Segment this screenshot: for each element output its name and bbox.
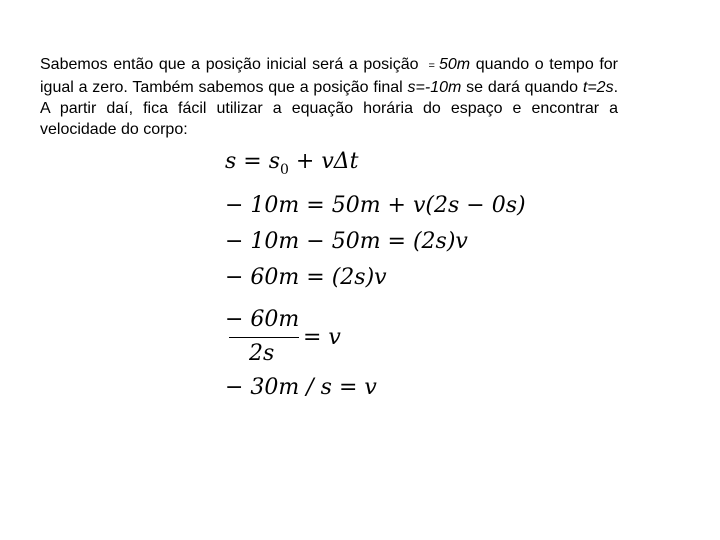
equation-line-4: − 60m = (2s)v — [225, 265, 387, 290]
equation-1-part-b: + vΔt — [288, 149, 359, 174]
paragraph-text-1: Sabemos então que a posição inicial será a posição — [40, 56, 419, 73]
fraction-bar — [229, 337, 299, 338]
fraction-right-side: = v — [303, 325, 341, 350]
equals-sign-small: = — [428, 60, 435, 72]
fraction-denominator: 2s — [249, 341, 275, 366]
paragraph-text-4: . A partir daí, fica fácil utilizar a equação horária do espaço e encontrar a velocidade do corpo: — [40, 79, 619, 138]
equation-1-subscript: 0 — [280, 162, 289, 178]
equation-block — [225, 148, 545, 408]
equation-line-3: − 10m − 50m = (2s)v — [225, 229, 468, 254]
equation-1-part-a: s = s — [225, 149, 280, 174]
initial-position-value: 50m — [438, 56, 471, 73]
fraction-numerator: − 60m — [225, 307, 300, 332]
equation-line-1 — [225, 148, 359, 184]
equation-line-2: − 10m = 50m + v(2s − 0s) — [225, 193, 526, 218]
time-value: t=2s — [582, 79, 614, 96]
final-position-value: s=-10m — [407, 79, 462, 96]
intro-paragraph — [40, 54, 618, 140]
fraction-equation — [225, 306, 355, 370]
paragraph-text-2: quando o tempo for igual a zero. Também sabemos que a posição final — [40, 56, 619, 96]
paragraph-text-3: se dará quando — [466, 79, 579, 96]
equation-line-6: − 30m / s = v — [225, 375, 377, 400]
